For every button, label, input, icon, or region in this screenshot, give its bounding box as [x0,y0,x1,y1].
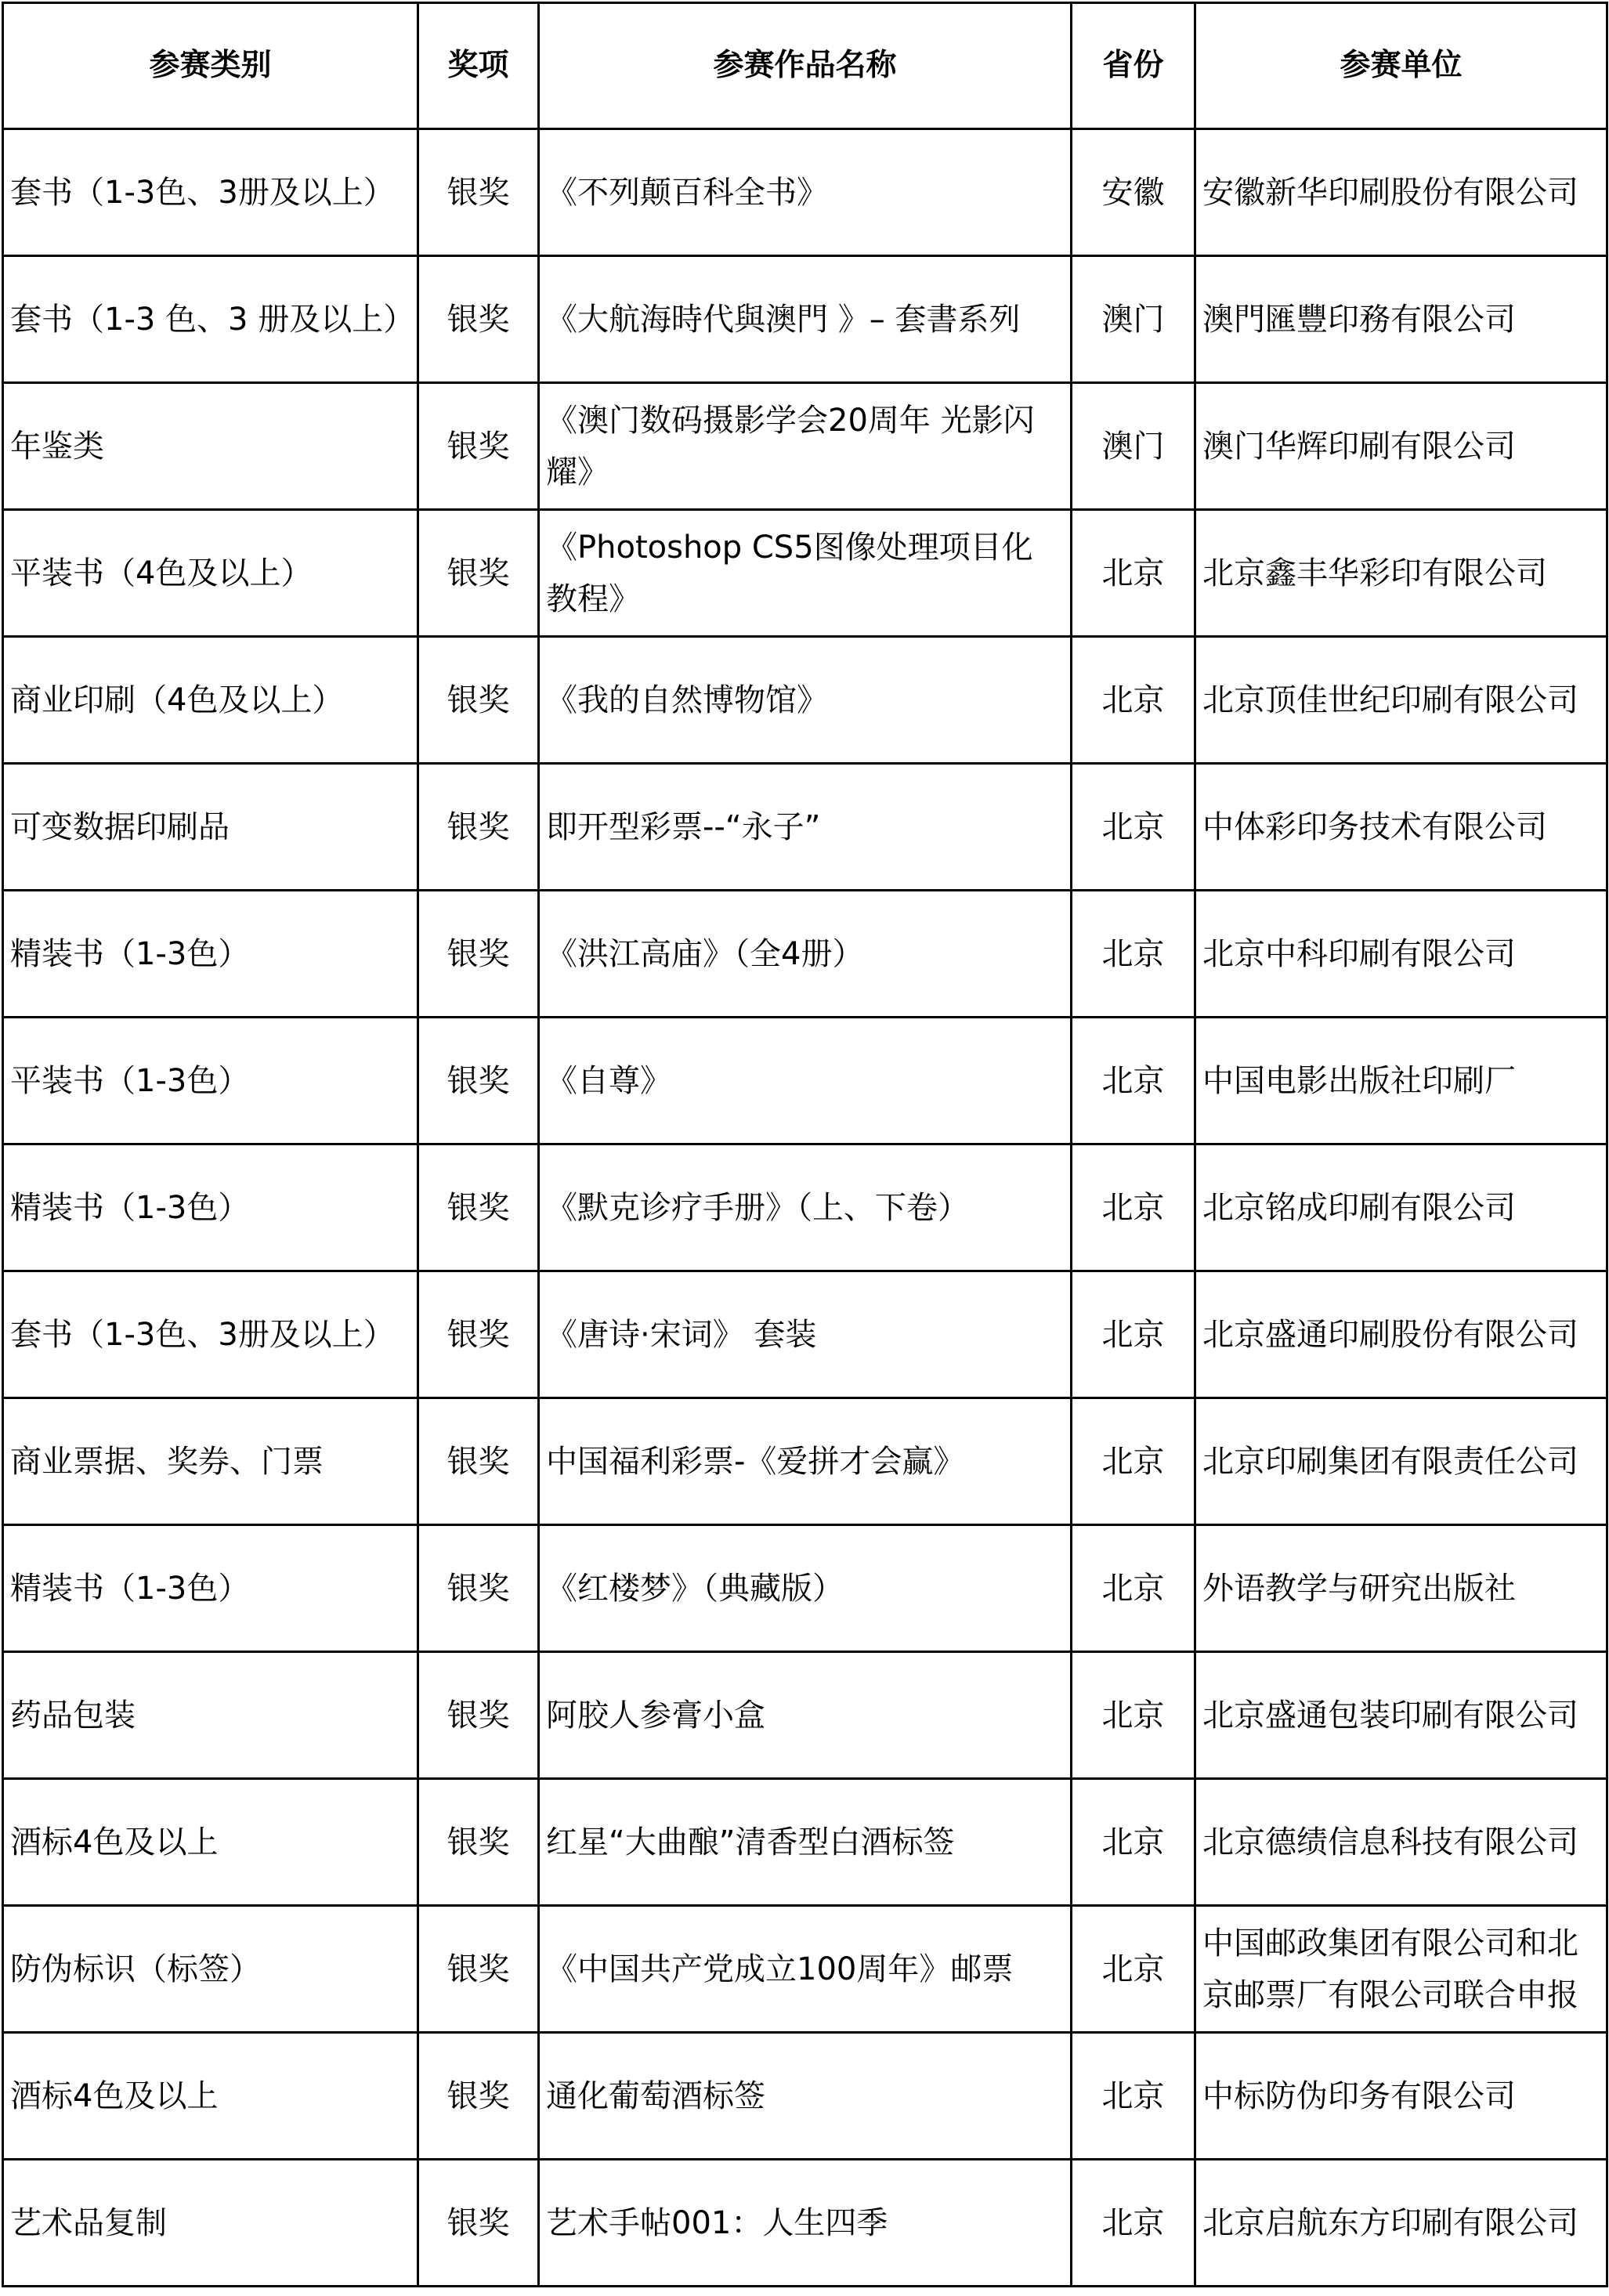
cell-work: 阿胶人参膏小盒 [539,1652,1072,1779]
cell-unit: 澳门华辉印刷有限公司 [1195,383,1607,510]
cell-province: 北京 [1072,637,1195,764]
cell-category: 套书（1-3色、3册及以上） [3,1271,418,1398]
table-row [3,891,1607,1018]
cell-province: 北京 [1072,891,1195,1018]
cell-work: 《我的自然博物馆》 [539,637,1072,764]
cell-unit: 北京铭成印刷有限公司 [1195,1144,1607,1271]
cell-award: 银奖 [418,129,539,256]
cell-work: 《洪江高庙》（全4册） [539,891,1072,1018]
table-row [3,764,1607,891]
cell-province: 北京 [1072,1018,1195,1144]
cell-province: 北京 [1072,2160,1195,2287]
cell-category: 套书（1-3色、3册及以上） [3,129,418,256]
table-row [3,1906,1607,2033]
cell-category: 平装书（1-3色） [3,1018,418,1144]
cell-unit: 中标防伪印务有限公司 [1195,2033,1607,2160]
cell-category: 精装书（1-3色） [3,891,418,1018]
cell-province: 北京 [1072,1906,1195,2033]
table-row [3,1271,1607,1398]
cell-unit: 安徽新华印刷股份有限公司 [1195,129,1607,256]
cell-award: 银奖 [418,1652,539,1779]
cell-award: 银奖 [418,1271,539,1398]
cell-province: 北京 [1072,1525,1195,1652]
cell-work: 《唐诗·宋词》 套装 [539,1271,1072,1398]
cell-award: 银奖 [418,383,539,510]
cell-work: 《澳门数码摄影学会20周年 光影闪耀》 [539,383,1072,510]
cell-category: 精装书（1-3色） [3,1525,418,1652]
table-row [3,256,1607,383]
table-row [3,1525,1607,1652]
cell-province: 北京 [1072,764,1195,891]
table-row [3,637,1607,764]
header-award: 奖项 [418,3,539,129]
cell-province: 北京 [1072,1779,1195,1906]
header-category: 参赛类别 [3,3,418,129]
cell-award: 银奖 [418,1018,539,1144]
table-row [3,510,1607,637]
table-row [3,2033,1607,2160]
cell-unit: 北京鑫丰华彩印有限公司 [1195,510,1607,637]
table-header-row [3,3,1607,129]
cell-unit: 中体彩印务技术有限公司 [1195,764,1607,891]
cell-unit: 中国邮政集团有限公司和北京邮票厂有限公司联合申报 [1195,1906,1607,2033]
table-row [3,2160,1607,2287]
cell-work: 《中国共产党成立100周年》邮票 [539,1906,1072,2033]
cell-province: 澳门 [1072,256,1195,383]
cell-unit: 北京印刷集团有限责任公司 [1195,1398,1607,1525]
cell-work: 《自尊》 [539,1018,1072,1144]
cell-work: 通化葡萄酒标签 [539,2033,1072,2160]
cell-work: 中国福利彩票-《爱拼才会赢》 [539,1398,1072,1525]
cell-category: 防伪标识（标签） [3,1906,418,2033]
cell-unit: 北京中科印刷有限公司 [1195,891,1607,1018]
table-row [3,1398,1607,1525]
cell-award: 银奖 [418,256,539,383]
awards-table [2,2,1608,2287]
cell-work: 《默克诊疗手册》（上、下卷） [539,1144,1072,1271]
cell-work: 《大航海時代與澳門 》– 套書系列 [539,256,1072,383]
cell-work: 《不列颠百科全书》 [539,129,1072,256]
cell-province: 北京 [1072,1144,1195,1271]
cell-province: 北京 [1072,1271,1195,1398]
cell-unit: 北京顶佳世纪印刷有限公司 [1195,637,1607,764]
cell-category: 年鉴类 [3,383,418,510]
cell-award: 银奖 [418,510,539,637]
header-unit: 参赛单位 [1195,3,1607,129]
cell-unit: 北京启航东方印刷有限公司 [1195,2160,1607,2287]
cell-unit: 中国电影出版社印刷厂 [1195,1018,1607,1144]
cell-unit: 澳門匯豐印務有限公司 [1195,256,1607,383]
cell-unit: 北京盛通印刷股份有限公司 [1195,1271,1607,1398]
cell-province: 北京 [1072,510,1195,637]
cell-province: 澳门 [1072,383,1195,510]
cell-category: 商业印刷（4色及以上） [3,637,418,764]
table-row [3,1018,1607,1144]
cell-work: 艺术手帖001：人生四季 [539,2160,1072,2287]
cell-category: 酒标4色及以上 [3,1779,418,1906]
cell-award: 银奖 [418,637,539,764]
cell-category: 艺术品复制 [3,2160,418,2287]
cell-work: 《Photoshop CS5图像处理项目化教程》 [539,510,1072,637]
cell-unit: 外语教学与研究出版社 [1195,1525,1607,1652]
table-row [3,1652,1607,1779]
table-row [3,1144,1607,1271]
cell-award: 银奖 [418,1144,539,1271]
cell-province: 安徽 [1072,129,1195,256]
cell-work: 红星“大曲酿”清香型白酒标签 [539,1779,1072,1906]
cell-category: 酒标4色及以上 [3,2033,418,2160]
cell-award: 银奖 [418,1398,539,1525]
cell-award: 银奖 [418,2160,539,2287]
cell-award: 银奖 [418,891,539,1018]
table-row [3,129,1607,256]
cell-work: 即开型彩票--“永子” [539,764,1072,891]
cell-province: 北京 [1072,2033,1195,2160]
table-row [3,1779,1607,1906]
cell-award: 银奖 [418,1779,539,1906]
table-row [3,383,1607,510]
cell-unit: 北京盛通包装印刷有限公司 [1195,1652,1607,1779]
cell-category: 商业票据、奖券、门票 [3,1398,418,1525]
cell-work: 《红楼梦》（典藏版） [539,1525,1072,1652]
cell-award: 银奖 [418,764,539,891]
cell-category: 套书（1-3 色、3 册及以上） [3,256,418,383]
cell-award: 银奖 [418,1906,539,2033]
cell-category: 精装书（1-3色） [3,1144,418,1271]
cell-award: 银奖 [418,1525,539,1652]
cell-category: 平装书（4色及以上） [3,510,418,637]
cell-award: 银奖 [418,2033,539,2160]
cell-unit: 北京德绩信息科技有限公司 [1195,1779,1607,1906]
cell-category: 药品包装 [3,1652,418,1779]
header-province: 省份 [1072,3,1195,129]
cell-province: 北京 [1072,1652,1195,1779]
cell-category: 可变数据印刷品 [3,764,418,891]
cell-province: 北京 [1072,1398,1195,1525]
header-work: 参赛作品名称 [539,3,1072,129]
